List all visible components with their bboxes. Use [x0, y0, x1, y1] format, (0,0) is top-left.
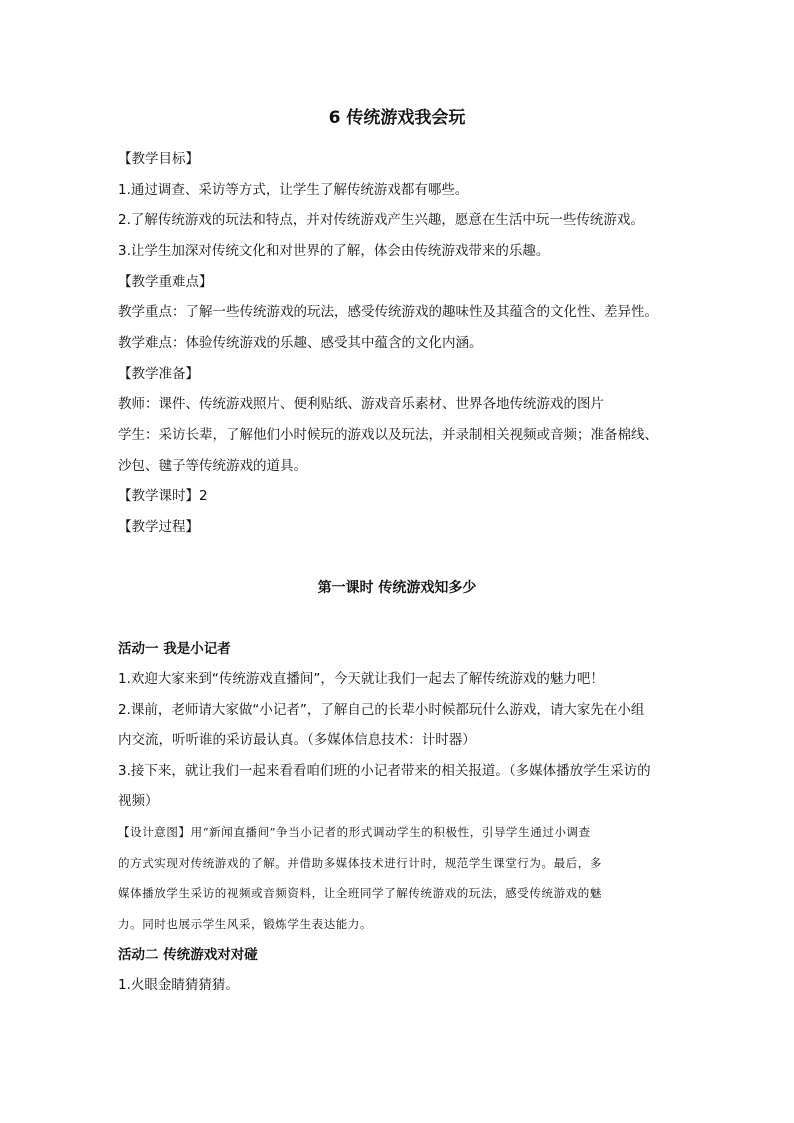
activity-line: 3.接下来，就让我们一起来看看咱们班的小记者带来的相关报道。（多媒体播放学生采访的 [118, 763, 651, 779]
prep-heading: 【教学准备】 [118, 366, 199, 382]
process-heading: 【教学过程】 [118, 519, 199, 535]
key-point-line: 教学重点：了解一些传统游戏的玩法，感受传统游戏的趣味性及其蕴含的文化性、差异性。 [118, 304, 658, 320]
page-title: 6 传统游戏我会玩 [328, 108, 466, 128]
prep-line: 教师：课件、传统游戏照片、便利贴纸、游戏音乐素材、世界各地传统游戏的图片 [118, 396, 604, 412]
activity-heading: 活动一 我是小记者 [118, 641, 231, 657]
activity-line: 视频） [118, 793, 159, 809]
activity-heading: 活动二 传统游戏对对碰 [118, 947, 258, 963]
goals-heading: 【教学目标】 [118, 151, 199, 167]
design-intent-line: 媒体播放学生采访的视频或音频资料，让全班同学了解传统游戏的玩法，感受传统游戏的魅 [118, 886, 602, 900]
activity-line: 2.课前，老师请大家做“小记者”，了解自己的长辈小时候都玩什么游戏，请大家先在小组 [118, 702, 645, 718]
activity-line: 1.欢迎大家来到“传统游戏直播间”，今天就让我们一起去了解传统游戏的魅力吧！ [118, 671, 604, 687]
key-heading: 【教学重难点】 [118, 274, 213, 290]
prep-line: 学生：采访长辈，了解他们小时候玩的游戏以及玩法，并录制相关视频或音频；准备棉线、 [118, 427, 658, 443]
goal-line: 1.通过调查、采访等方式，让学生了解传统游戏都有哪些。 [118, 182, 469, 198]
activity-line: 内交流，听听谁的采访最认真。（多媒体信息技术：计时器） [118, 732, 476, 748]
design-intent-line: 【设计意图】用“新闻直播间”争当小记者的形式调动学生的积极性，引导学生通过小调查 [118, 825, 591, 839]
goal-line: 2.了解传统游戏的玩法和特点，并对传统游戏产生兴趣，愿意在生活中玩一些传统游戏。 [118, 212, 644, 228]
lesson-title: 第一课时 传统游戏知多少 [317, 580, 477, 596]
design-intent-line: 的方式实现对传统游戏的了解。并借助多媒体技术进行计时，规范学生课堂行为。最后，多 [118, 856, 602, 870]
hours-line: 【教学课时】2 [118, 488, 208, 504]
key-point-line: 教学难点：体验传统游戏的乐趣、感受其中蕴含的文化内涵。 [118, 335, 483, 351]
goal-line: 3.让学生加深对传统文化和对世界的了解，体会由传统游戏带来的乐趣。 [118, 243, 550, 259]
activity-line: 1.火眼金睛猜猜猜。 [118, 977, 239, 993]
design-intent-line: 力。同时也展示学生风采，锻炼学生表达能力。 [118, 917, 373, 931]
prep-line: 沙包、毽子等传统游戏的道具。 [118, 458, 307, 474]
